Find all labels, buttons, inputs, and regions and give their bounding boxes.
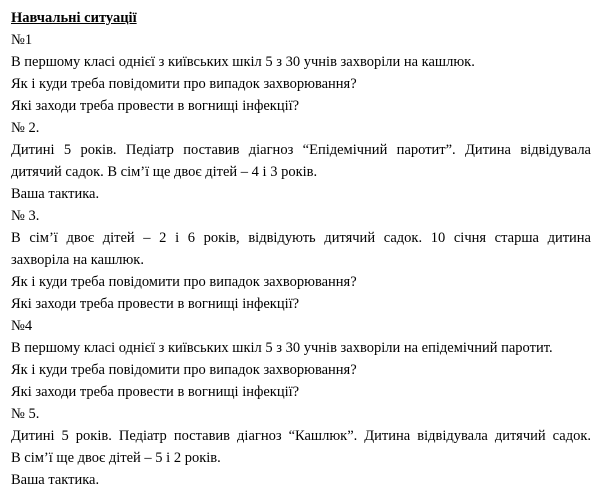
case-2-line-2: дитячий садок. В сім’ї ще двоє дітей – 4 і 3 років.: [11, 164, 318, 180]
case-3-line-1: В сім’ї двоє дітей – 2 і 6 років, відвідують дитячий садок. 10 січня старша дитина: [11, 230, 591, 246]
case-1-line-1: В першому класі однієї з київських шкіл 5 з 30 учнів захворіли на кашлюк.: [11, 54, 475, 70]
case-5: [11, 403, 591, 491]
case-3: [11, 205, 591, 315]
case-2-line-1: Дитині 5 років. Педіатр поставив діагноз “Епідемічний паротит”. Дитина відвідувала: [11, 142, 591, 158]
document-page: [11, 7, 591, 491]
case-5-line-3: Ваша тактика.: [11, 472, 100, 488]
case-1-number: №1: [11, 32, 33, 48]
case-3-line-2: захворіла на кашлюк.: [11, 252, 144, 268]
case-2-number: № 2.: [11, 120, 40, 136]
case-1-line-3: Які заходи треба провести в вогнищі інфекції?: [11, 98, 300, 114]
case-3-line-3: Як і куди треба повідомити про випадок захворювання?: [11, 274, 357, 290]
case-1-line-2: Як і куди треба повідомити про випадок захворювання?: [11, 76, 357, 92]
case-2: [11, 117, 591, 205]
case-2-line-3: Ваша тактика.: [11, 186, 100, 202]
case-5-line-2: В сім’ї ще двоє дітей – 5 і 2 років.: [11, 450, 221, 466]
document-title: Навчальні ситуації: [11, 10, 137, 26]
case-5-number: № 5.: [11, 406, 40, 422]
case-5-line-1: Дитині 5 років. Педіатр поставив діагноз “Кашлюк”. Дитина відвідувала дитячий садок.: [11, 428, 591, 444]
case-4-line-2: Як і куди треба повідомити про випадок захворювання?: [11, 362, 357, 378]
case-4-line-3: Які заходи треба провести в вогнищі інфекції?: [11, 384, 300, 400]
case-3-number: № 3.: [11, 208, 40, 224]
case-4-line-1: В першому класі однієї з київських шкіл 5 з 30 учнів захворіли на епідемічний паротит.: [11, 340, 553, 356]
case-1: [11, 29, 591, 117]
case-4-number: №4: [11, 318, 33, 334]
case-3-line-4: Які заходи треба провести в вогнищі інфекції?: [11, 296, 300, 312]
case-4: [11, 315, 591, 403]
